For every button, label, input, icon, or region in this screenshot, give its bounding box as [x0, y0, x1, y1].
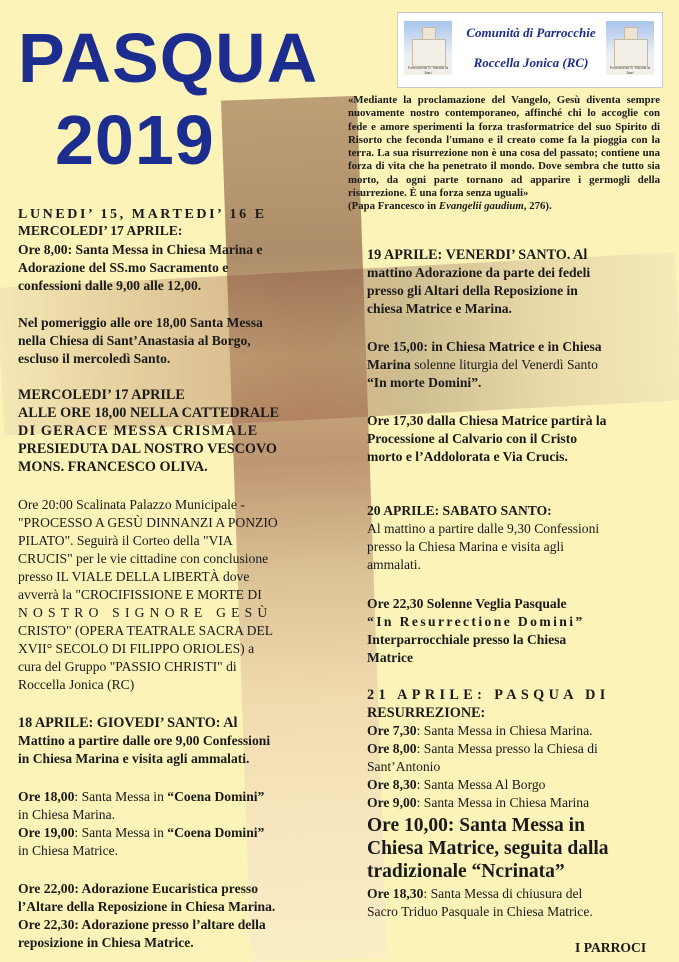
main-mass-line-3: tradizionale “Ncrinata”	[367, 861, 565, 882]
vigil-line-4: Matrice	[367, 650, 414, 665]
title-pasqua: PASQUA	[18, 19, 319, 97]
logo-line-1: Comunità di Parrocchie	[466, 25, 596, 40]
afternoon-line-1: Nel pomeriggio alle ore 18,00 Santa Messa	[18, 315, 263, 330]
vigil-line-3: Interparrocchiale presso la Chiesa	[367, 632, 567, 647]
signature: I PARROCI	[575, 940, 647, 955]
church-left-icon: Parrocchia S. Nicola di Bari	[404, 21, 452, 75]
adoration-line-4: reposizione in Chiesa Matrice.	[18, 935, 194, 950]
saturday-line-1: 20 APRILE: SABATO SANTO:	[367, 503, 552, 518]
title-year: 2019	[55, 101, 215, 179]
wednesday-line-5: MONS. FRANCESCO OLIVA.	[18, 459, 208, 475]
sunday-mass-4: Ore 9,00: Santa Messa in Chiesa Marina	[367, 795, 590, 810]
sunday-mass-2-place: Sant’Antonio	[367, 759, 441, 774]
monday-header-1: LUNEDI’ 15, MARTEDI’ 16 E	[18, 207, 267, 222]
friday-liturgy-2: Marina solenne liturgia del Venerdì Santo	[367, 357, 598, 372]
vigil-line-1: Ore 22,30 Solenne Veglia Pasquale	[367, 596, 567, 611]
sunday-mass-3: Ore 8,30: Santa Messa Al Borgo	[367, 777, 546, 792]
procession-line-2: Processione al Calvario con il Cristo	[367, 431, 578, 446]
thursday-mass-2-place: in Chiesa Matrice.	[18, 843, 119, 858]
saturday-line-3: presso la Chiesa Marina e visita agli	[367, 539, 565, 554]
parish-logo	[397, 12, 663, 88]
via-crucis-line-6: avverrà la "CROCIFISSIONE E MORTE DI	[18, 587, 262, 602]
afternoon-line-3: escluso il mercoledì Santo.	[18, 351, 171, 366]
sunday-line-1: 21 APRILE: PASQUA DI	[367, 687, 610, 703]
afternoon-line-2: nella Chiesa di Sant’Anastasia al Borgo,	[18, 333, 251, 348]
thursday-line-1: 18 APRILE: GIOVEDI’ SANTO: Al	[18, 715, 238, 731]
monday-line-3: confessioni dalle 9,00 alle 12,00.	[18, 278, 202, 293]
via-crucis-line-3: PILATO". Seguirà il Corteo della "VIA	[18, 533, 233, 548]
via-crucis-line-8: CRISTO" (OPERA TEATRALE SACRA DEL	[18, 623, 274, 638]
via-crucis-line-7: NOSTRO SIGNORE GESÙ	[18, 605, 273, 620]
procession-line-3: morto e l’Addolorata e Via Crucis.	[367, 449, 568, 464]
thursday-line-3: in Chiesa Marina e visita agli ammalati.	[18, 751, 250, 766]
via-crucis-line-1: Ore 20:00 Scalinata Palazzo Municipale -	[18, 497, 245, 512]
main-mass-line-2: Chiesa Matrice, seguita dalla	[367, 838, 609, 859]
wednesday-line-4: PRESIEDUTA DAL NOSTRO VESCOVO	[18, 441, 277, 457]
wednesday-line-3: DI GERACE MESSA CRISMALE	[18, 423, 259, 439]
via-crucis-line-9: XVII° SECOLO DI FILIPPO ORIOLES) a	[18, 641, 255, 656]
saturday-line-4: ammalati.	[367, 557, 421, 572]
friday-line-1: 19 APRILE: VENERDI’ SANTO. Al	[367, 247, 588, 263]
sunday-mass-1: Ore 7,30: Santa Messa in Chiesa Marina.	[367, 723, 593, 738]
adoration-line-3: Ore 22,30: Adorazione presso l’altare della	[18, 917, 266, 932]
friday-liturgy-1: Ore 15,00: in Chiesa Matrice e in Chiesa	[367, 339, 602, 354]
closing-mass-1: Ore 18,30: Santa Messa di chiusura del	[367, 886, 583, 901]
monday-line-1: Ore 8,00: Santa Messa in Chiesa Marina e	[18, 242, 263, 257]
friday-line-2: mattino Adorazione da parte dei fedeli	[367, 265, 591, 280]
wednesday-line-2: ALLE ORE 18,00 NELLA CATTEDRALE	[18, 405, 280, 421]
thursday-mass-2: Ore 19,00: Santa Messa in “Coena Domini”	[18, 825, 265, 840]
adoration-line-2: l’Altare della Reposizione in Chiesa Marina.	[18, 899, 276, 914]
via-crucis-line-5: presso IL VIALE DELLA LIBERTÀ dove	[18, 569, 250, 584]
saturday-line-2: Al mattino a partire dalle 9,30 Confessioni	[367, 521, 600, 536]
logo-line-2: Roccella Jonica (RC)	[473, 55, 589, 70]
friday-line-3: presso gli Altari della Reposizione in	[367, 283, 578, 298]
friday-line-4: chiesa Matrice e Marina.	[367, 301, 512, 316]
closing-mass-2: Sacro Triduo Pasquale in Chiesa Matrice.	[367, 904, 593, 919]
pope-quote: «Mediante la proclamazione del Vangelo, Gesù diventa sempre nuovamente nostro contemporaneo, affinché chi lo accoglie con fede e amore sperimenti la forza trasformatrice del suo Spirito di Risorto che feconda l'umano e il creato come fa la pioggia con la terra. La sua risurrezione non è una cosa del passato; contiene una forza di vita che ha penetrato il mondo. Dove sembra che tutto sia morto, da ogni parte tornano ad apparire i germogli della risurrezione. È una forza senza uguali» (Papa Francesco in Evangelii gaudium, 276).	[348, 94, 660, 213]
main-mass-line-1: Ore 10,00: Santa Messa in	[367, 815, 585, 836]
vigil-line-2: “In Resurrectione Domini”	[367, 614, 585, 629]
via-crucis-line-2: "PROCESSO A GESÙ DINNANZI A PONZIO	[18, 515, 278, 530]
procession-line-1: Ore 17,30 dalla Chiesa Matrice partirà la	[367, 413, 607, 428]
via-crucis-line-10: cura del Gruppo "PASSIO CHRISTI" di	[18, 659, 237, 674]
friday-liturgy-3: “In morte Domini”.	[367, 375, 482, 390]
sunday-mass-2: Ore 8,00: Santa Messa presso la Chiesa di	[367, 741, 598, 756]
adoration-line-1: Ore 22,00: Adorazione Eucaristica presso	[18, 881, 259, 896]
sunday-line-2: RESURREZIONE:	[367, 705, 486, 721]
church-right-icon: Parrocchia S. Nicola di Bari	[606, 21, 654, 75]
monday-header-2: MERCOLEDI’ 17 APRILE:	[18, 223, 183, 238]
via-crucis-line-4: CRUCIS" per le vie cittadine con conclusione	[18, 551, 269, 566]
via-crucis-line-11: Roccella Jonica (RC)	[18, 677, 135, 692]
thursday-line-2: Mattino a partire dalle ore 9,00 Confessioni	[18, 733, 271, 748]
monday-line-2: Adorazione del SS.mo Sacramento e	[18, 260, 229, 275]
thursday-mass-1: Ore 18,00: Santa Messa in “Coena Domini”	[18, 789, 265, 804]
wednesday-line-1: MERCOLEDI’ 17 APRILE	[18, 387, 185, 403]
thursday-mass-1-place: in Chiesa Marina.	[18, 807, 116, 822]
